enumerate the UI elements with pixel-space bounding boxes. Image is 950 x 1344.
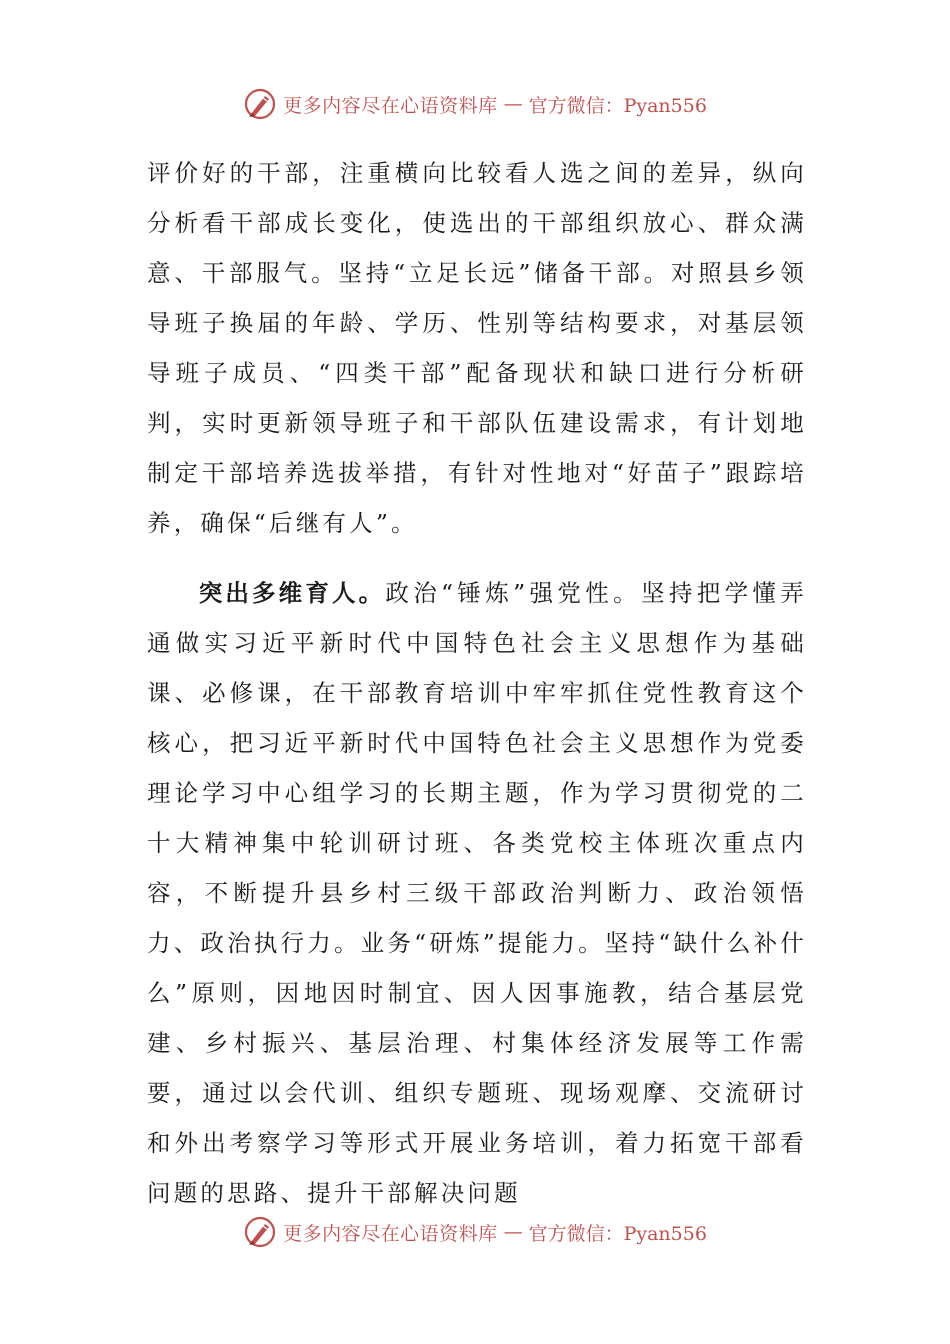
paragraph-1-text: 评价好的干部，注重横向比较看人选之间的差异，纵向分析看干部成长变化，使选出的干部组织放心、群众满意、干部服气。坚持“立足长远”储备干部。对照县乡领导班子换届的年龄、学历、性别等结构要求，对基层领导班子成员、“四类干部”配备现状和缺口进行分析研判，实时更新领导班子和干部队伍建设需求，有计划地制定干部培养选拔举措，有针对性地对“好苗子”跟踪培养，确保“后继有人”。	[147, 159, 807, 537]
watermark-contact: 官方微信：Pyan556	[528, 1222, 707, 1245]
watermark-brand: 更多内容尽在心语资料库	[283, 1222, 498, 1245]
paragraph-2-lead: 突出多维育人。	[198, 579, 386, 607]
paragraph-1	[147, 148, 807, 548]
header-watermark	[0, 84, 950, 124]
footer-watermark	[0, 1212, 950, 1252]
paragraph-2	[147, 568, 807, 1218]
document-body	[147, 148, 807, 1218]
paragraph-2-text: 政治“锤炼”强党性。坚持把学懂弄通做实习近平新时代中国特色社会主义思想作为基础课、必修课，在干部教育培训中牢牢抓住党性教育这个核心，把习近平新时代中国特色社会主义思想作为党委理论学习中心组学习的长期主题，作为学习贯彻党的二十大精神集中轮训研讨班、各类党校主体班次重点内容，不断提升县乡村三级干部政治判断力、政治领悟力、政治执行力。业务“研炼”提能力。坚持“缺什么补什么”原则，因地因时制宜、因人因事施教，结合基层党建、乡村振兴、基层治理、村集体经济发展等工作需要，通过以会代训、组织专题班、现场观摩、交流研讨和外出考察学习等形式开展业务培训，着力拓宽干部看问题的思路、提升干部解决问题	[147, 579, 807, 1207]
watermark-contact: 官方微信：Pyan556	[528, 94, 707, 117]
watermark-dash: —	[503, 93, 523, 115]
watermark-brand: 更多内容尽在心语资料库	[283, 94, 498, 117]
pen-nib-logo-icon	[243, 87, 277, 121]
watermark-dash: —	[503, 1221, 523, 1243]
pen-nib-logo-icon	[243, 1215, 277, 1249]
